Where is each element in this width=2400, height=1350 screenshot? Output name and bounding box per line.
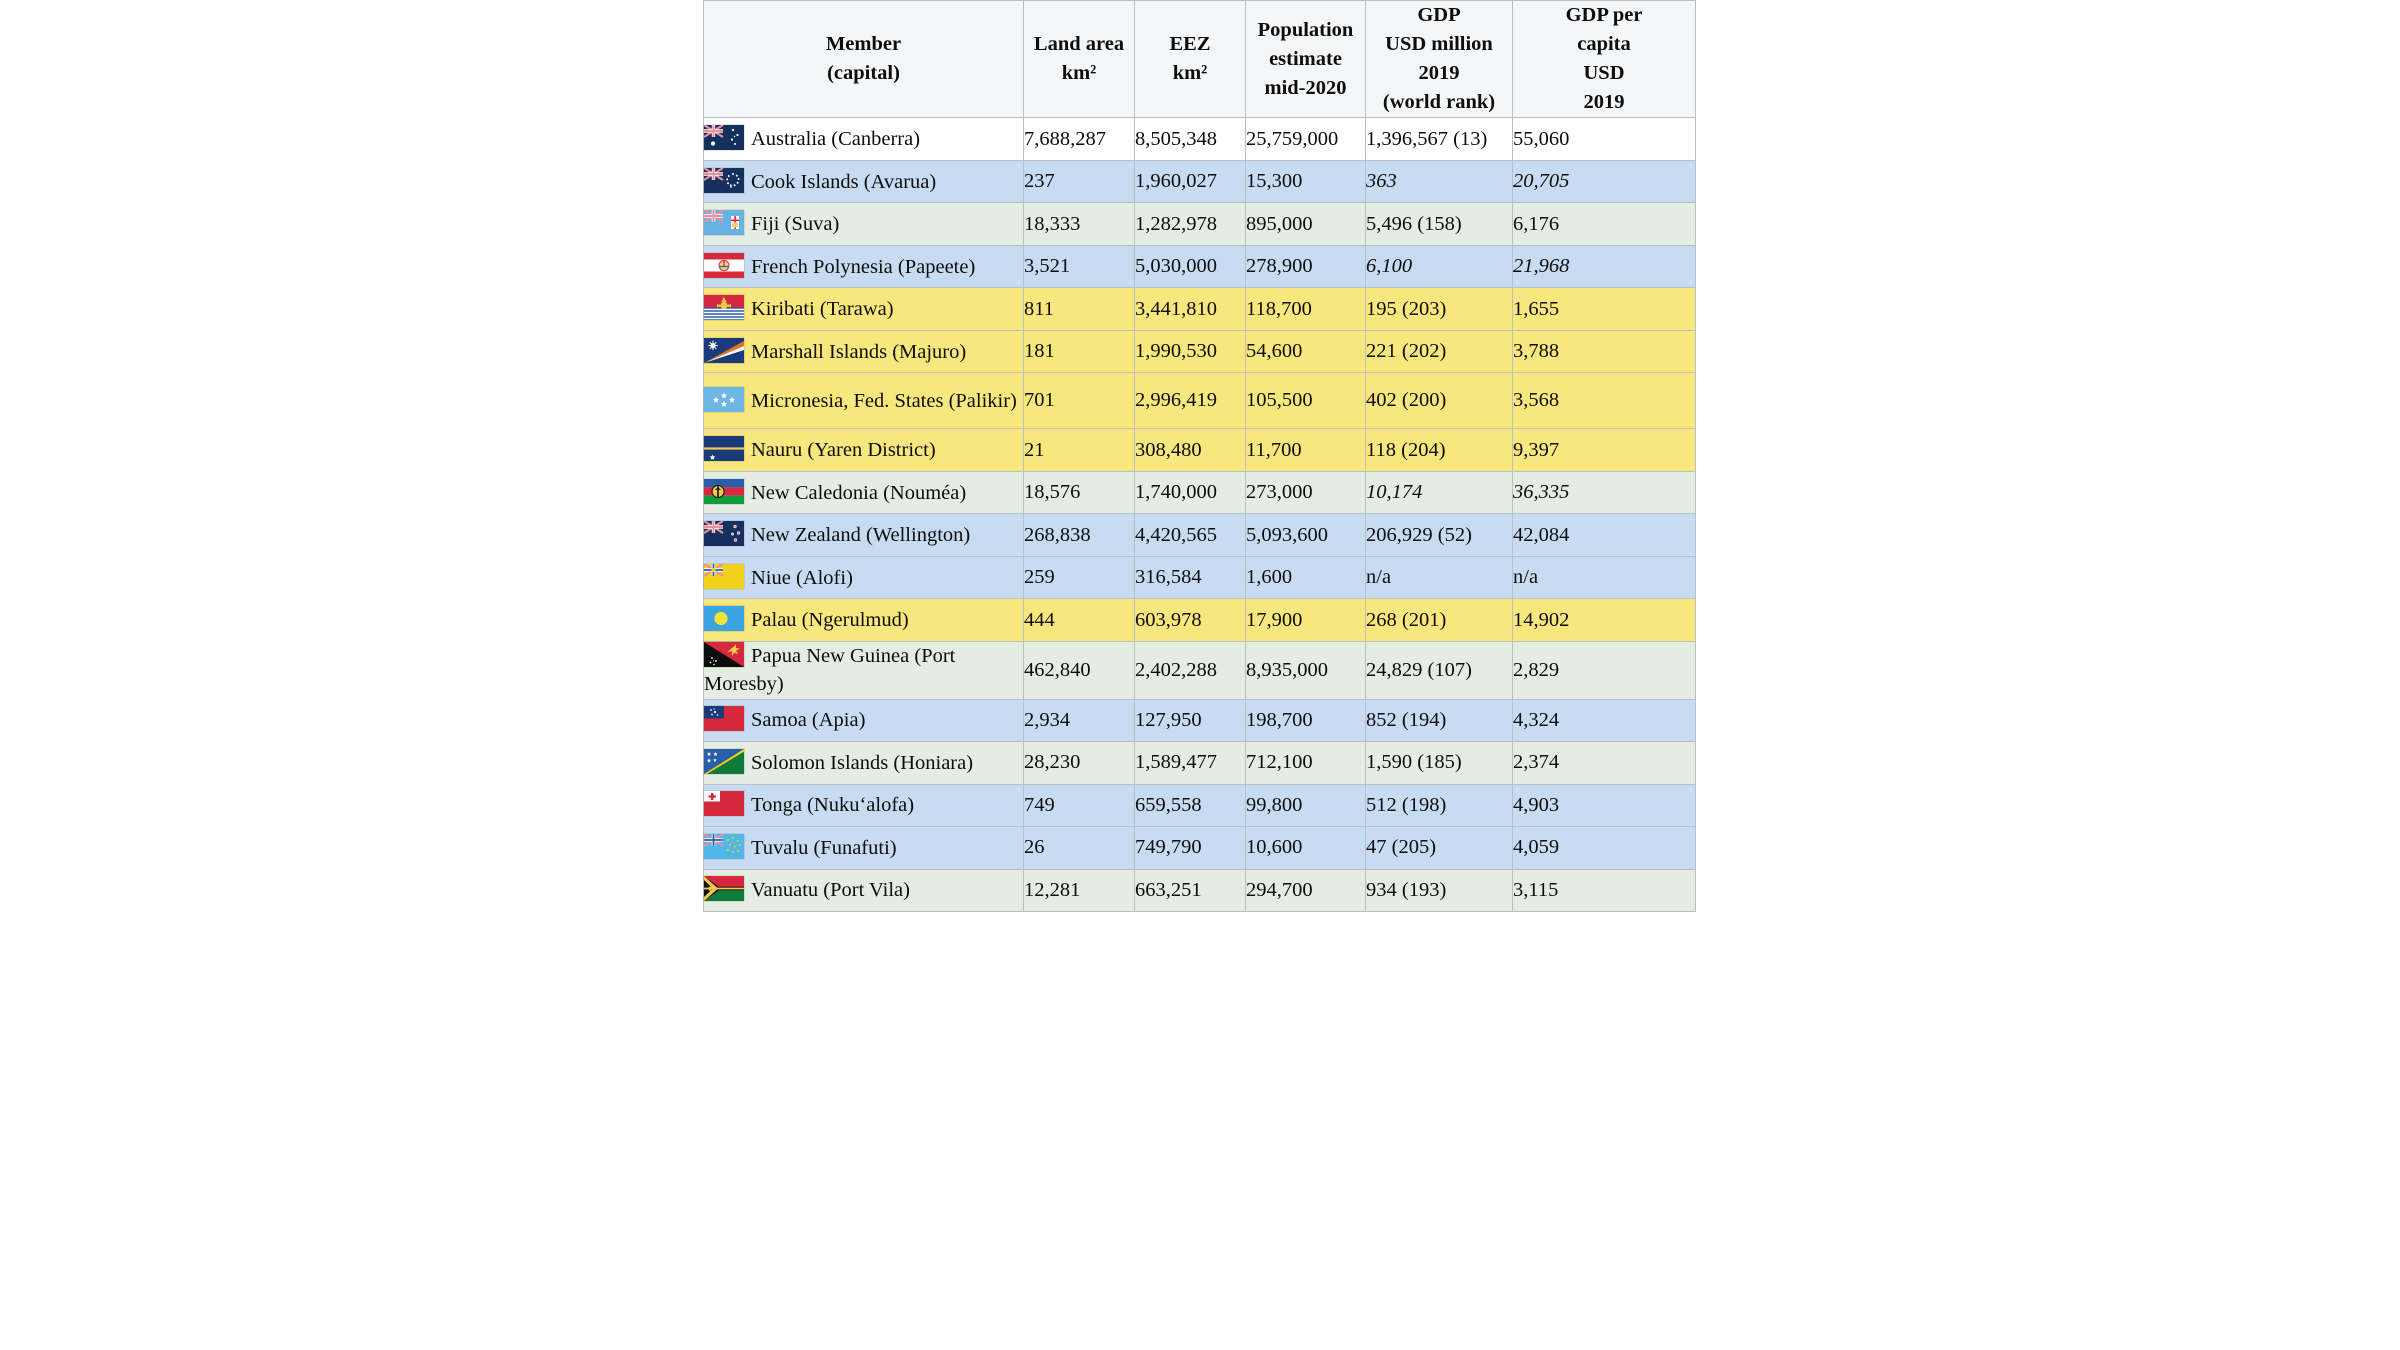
cell-eez: 1,282,978: [1135, 203, 1246, 246]
cell-gdp: 363: [1366, 160, 1513, 203]
cell-member: [704, 118, 1024, 161]
cell-member: [704, 556, 1024, 599]
cell-population: 10,600: [1246, 827, 1366, 870]
member-name: Tonga (Nuku‘alofa): [751, 794, 915, 817]
member-name: New Caledonia (Nouméa): [751, 481, 967, 504]
member-name: Samoa (Apia): [751, 709, 866, 732]
flag-cook-islands-icon: [704, 168, 744, 193]
cell-eez: 659,558: [1135, 784, 1246, 827]
cell-gdp-per-capita: 21,968: [1513, 245, 1696, 288]
cell-member: [704, 429, 1024, 472]
table-row: [704, 471, 1696, 514]
cell-eez: 2,996,419: [1135, 373, 1246, 429]
cell-population: 118,700: [1246, 288, 1366, 331]
column-header-gdp-per-capita: [1513, 1, 1696, 118]
header-row: [704, 1, 1696, 118]
header-line: GDP per: [1565, 4, 1643, 26]
cell-land-area: 701: [1024, 373, 1135, 429]
cell-gdp-per-capita: 14,902: [1513, 599, 1696, 642]
flag-micronesia-icon: [704, 387, 744, 412]
member-name: Tuvalu (Funafuti): [751, 836, 897, 859]
header-line: km²: [1061, 62, 1097, 85]
flag-samoa-icon: [704, 706, 744, 731]
cell-gdp: 5,496 (158): [1366, 203, 1513, 246]
flag-australia-icon: [704, 125, 744, 150]
flag-solomon-islands-icon: [704, 749, 744, 774]
flag-marshall-islands-icon: [704, 338, 744, 363]
table-row: [704, 599, 1696, 642]
member-name: Marshall Islands (Majuro): [751, 340, 967, 363]
flag-vanuatu-icon: [704, 876, 744, 901]
cell-eez: 4,420,565: [1135, 514, 1246, 557]
cell-eez: 5,030,000: [1135, 245, 1246, 288]
cell-member: [704, 784, 1024, 827]
cell-member: [704, 742, 1024, 785]
table-row: [704, 699, 1696, 742]
cell-gdp-per-capita: 4,324: [1513, 699, 1696, 742]
cell-land-area: 21: [1024, 429, 1135, 472]
table-row: [704, 869, 1696, 912]
cell-gdp-per-capita: 55,060: [1513, 118, 1696, 161]
member-name: Fiji (Suva): [751, 213, 840, 236]
header-line: 2019: [1418, 62, 1460, 85]
member-name: Australia (Canberra): [751, 128, 921, 151]
cell-land-area: 18,333: [1024, 203, 1135, 246]
cell-population: 1,600: [1246, 556, 1366, 599]
cell-gdp-per-capita: n/a: [1513, 556, 1696, 599]
member-name: Solomon Islands (Honiara): [751, 751, 974, 774]
cell-population: 712,100: [1246, 742, 1366, 785]
flag-french-polynesia-icon: [704, 253, 744, 278]
header-line: Land area: [1033, 33, 1125, 56]
cell-gdp: 268 (201): [1366, 599, 1513, 642]
cell-eez: 3,441,810: [1135, 288, 1246, 331]
member-name: New Zealand (Wellington): [751, 524, 971, 547]
cell-gdp-per-capita: 20,705: [1513, 160, 1696, 203]
pacific-islands-forum-members-table: [703, 0, 1696, 912]
cell-land-area: 26: [1024, 827, 1135, 870]
cell-land-area: 749: [1024, 784, 1135, 827]
cell-gdp-per-capita: 2,829: [1513, 641, 1696, 699]
cell-gdp-per-capita: 3,568: [1513, 373, 1696, 429]
cell-gdp-per-capita: 1,655: [1513, 288, 1696, 331]
cell-gdp-per-capita: 9,397: [1513, 429, 1696, 472]
cell-gdp: 6,100: [1366, 245, 1513, 288]
cell-gdp-per-capita: 3,788: [1513, 330, 1696, 373]
header-line: mid-2020: [1264, 76, 1347, 99]
cell-eez: 127,950: [1135, 699, 1246, 742]
cell-gdp: 402 (200): [1366, 373, 1513, 429]
cell-population: 99,800: [1246, 784, 1366, 827]
column-header-member: [704, 1, 1024, 118]
cell-gdp-per-capita: 6,176: [1513, 203, 1696, 246]
cell-eez: 1,960,027: [1135, 160, 1246, 203]
header-line: Member: [825, 33, 902, 56]
flag-new-zealand-icon: [704, 521, 744, 546]
cell-population: 895,000: [1246, 203, 1366, 246]
column-header-population: [1246, 1, 1366, 118]
header-line: (world rank): [1382, 91, 1496, 114]
cell-gdp: 206,929 (52): [1366, 514, 1513, 557]
header-line: USD: [1583, 62, 1625, 85]
cell-member: [704, 599, 1024, 642]
cell-population: 15,300: [1246, 160, 1366, 203]
header-line: estimate: [1269, 47, 1342, 70]
member-name: French Polynesia (Papeete): [751, 255, 976, 278]
cell-member: [704, 160, 1024, 203]
members-table-container: [703, 0, 1695, 912]
table-body: [704, 118, 1696, 912]
cell-eez: 316,584: [1135, 556, 1246, 599]
cell-population: 5,093,600: [1246, 514, 1366, 557]
header-line: (capital): [827, 62, 900, 85]
cell-land-area: 12,281: [1024, 869, 1135, 912]
cell-land-area: 28,230: [1024, 742, 1135, 785]
member-name: Nauru (Yaren District): [751, 439, 936, 462]
table-row: [704, 514, 1696, 557]
cell-land-area: 2,934: [1024, 699, 1135, 742]
cell-member: [704, 514, 1024, 557]
cell-eez: 663,251: [1135, 869, 1246, 912]
cell-gdp: 1,590 (185): [1366, 742, 1513, 785]
member-name: Papua New Guinea (Port Moresby): [704, 644, 956, 696]
cell-gdp: 47 (205): [1366, 827, 1513, 870]
cell-gdp: 1,396,567 (13): [1366, 118, 1513, 161]
cell-land-area: 268,838: [1024, 514, 1135, 557]
cell-member: [704, 471, 1024, 514]
table-row: [704, 245, 1696, 288]
table-row: [704, 373, 1696, 429]
cell-gdp-per-capita: 4,059: [1513, 827, 1696, 870]
cell-member: [704, 330, 1024, 373]
cell-land-area: 18,576: [1024, 471, 1135, 514]
table-row: [704, 330, 1696, 373]
flag-new-caledonia-icon: [704, 479, 744, 504]
cell-population: 278,900: [1246, 245, 1366, 288]
cell-eez: 1,740,000: [1135, 471, 1246, 514]
cell-eez: 308,480: [1135, 429, 1246, 472]
cell-gdp: n/a: [1366, 556, 1513, 599]
header-line: USD million: [1385, 33, 1493, 56]
header-line: GDP: [1417, 4, 1461, 26]
header-line: EEZ: [1169, 33, 1211, 56]
flag-nauru-icon: [704, 436, 744, 461]
header-line: km²: [1172, 62, 1208, 85]
cell-gdp-per-capita: 36,335: [1513, 471, 1696, 514]
cell-member: [704, 245, 1024, 288]
table-row: [704, 827, 1696, 870]
column-header-gdp: [1366, 1, 1513, 118]
table-row: [704, 118, 1696, 161]
table-row: [704, 160, 1696, 203]
cell-gdp: 934 (193): [1366, 869, 1513, 912]
cell-gdp-per-capita: 2,374: [1513, 742, 1696, 785]
cell-eez: 1,990,530: [1135, 330, 1246, 373]
cell-land-area: 181: [1024, 330, 1135, 373]
cell-gdp-per-capita: 42,084: [1513, 514, 1696, 557]
cell-land-area: 462,840: [1024, 641, 1135, 699]
member-name: Vanuatu (Port Vila): [751, 879, 910, 902]
flag-fiji-icon: [704, 210, 744, 235]
table-row: [704, 288, 1696, 331]
cell-population: 54,600: [1246, 330, 1366, 373]
table-row: [704, 784, 1696, 827]
table-header: [704, 1, 1696, 118]
cell-land-area: 237: [1024, 160, 1135, 203]
cell-eez: 603,978: [1135, 599, 1246, 642]
cell-member: [704, 373, 1024, 429]
flag-papua-new-guinea-icon: [704, 642, 744, 667]
cell-member: [704, 641, 1024, 699]
table-row: [704, 556, 1696, 599]
cell-eez: 749,790: [1135, 827, 1246, 870]
table-row: [704, 742, 1696, 785]
cell-gdp: 10,174: [1366, 471, 1513, 514]
flag-palau-icon: [704, 606, 744, 631]
cell-gdp-per-capita: 4,903: [1513, 784, 1696, 827]
member-name: Cook Islands (Avarua): [751, 170, 937, 193]
cell-member: [704, 203, 1024, 246]
member-name: Palau (Ngerulmud): [751, 609, 909, 632]
cell-land-area: 259: [1024, 556, 1135, 599]
cell-eez: 1,589,477: [1135, 742, 1246, 785]
column-header-eez: [1135, 1, 1246, 118]
cell-land-area: 3,521: [1024, 245, 1135, 288]
cell-gdp-per-capita: 3,115: [1513, 869, 1696, 912]
cell-gdp: 24,829 (107): [1366, 641, 1513, 699]
header-line: Population: [1257, 18, 1354, 41]
member-name: Kiribati (Tarawa): [751, 298, 894, 321]
cell-gdp: 195 (203): [1366, 288, 1513, 331]
cell-land-area: 7,688,287: [1024, 118, 1135, 161]
cell-land-area: 811: [1024, 288, 1135, 331]
cell-member: [704, 827, 1024, 870]
table-row: [704, 429, 1696, 472]
cell-population: 25,759,000: [1246, 118, 1366, 161]
cell-gdp: 221 (202): [1366, 330, 1513, 373]
cell-population: 294,700: [1246, 869, 1366, 912]
header-line: 2019: [1583, 91, 1625, 114]
member-name: Niue (Alofi): [751, 566, 853, 589]
header-line: capita: [1577, 33, 1631, 56]
cell-population: 8,935,000: [1246, 641, 1366, 699]
cell-member: [704, 869, 1024, 912]
cell-land-area: 444: [1024, 599, 1135, 642]
cell-gdp: 852 (194): [1366, 699, 1513, 742]
cell-gdp: 118 (204): [1366, 429, 1513, 472]
cell-population: 17,900: [1246, 599, 1366, 642]
cell-population: 273,000: [1246, 471, 1366, 514]
cell-eez: 2,402,288: [1135, 641, 1246, 699]
cell-population: 198,700: [1246, 699, 1366, 742]
flag-tuvalu-icon: [704, 834, 744, 859]
member-name: Micronesia, Fed. States (Palikir): [751, 389, 1017, 412]
cell-member: [704, 699, 1024, 742]
cell-member: [704, 288, 1024, 331]
table-row: [704, 641, 1696, 699]
cell-eez: 8,505,348: [1135, 118, 1246, 161]
cell-population: 11,700: [1246, 429, 1366, 472]
column-header-land-area: [1024, 1, 1135, 118]
cell-population: 105,500: [1246, 373, 1366, 429]
flag-niue-icon: [704, 564, 744, 589]
cell-gdp: 512 (198): [1366, 784, 1513, 827]
flag-kiribati-icon: [704, 295, 744, 320]
table-row: [704, 203, 1696, 246]
flag-tonga-icon: [704, 791, 744, 816]
